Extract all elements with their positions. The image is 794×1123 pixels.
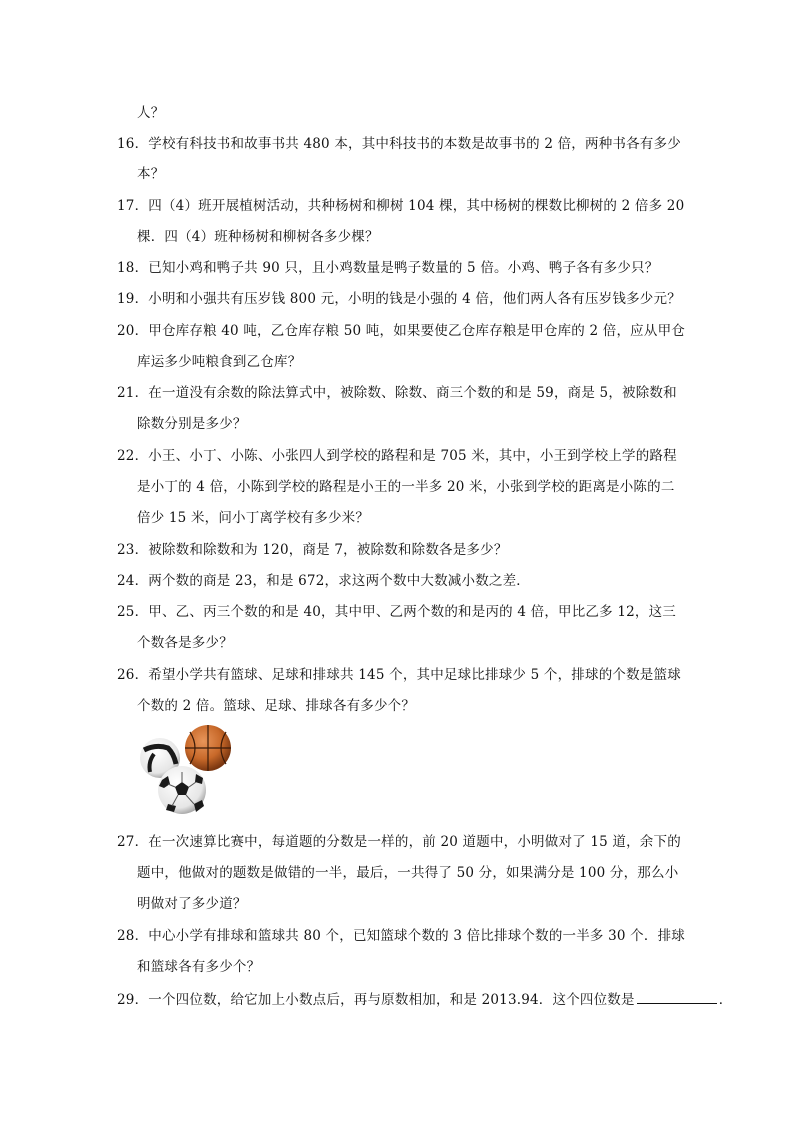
problem-21-line-2: 除数分别是多少？ [137, 416, 247, 432]
problem-23-line-1 [117, 541, 508, 559]
problem-number: 19． [117, 291, 149, 307]
problem-28-line-2: 和篮球各有多少个？ [137, 959, 261, 975]
problem-22-line-3: 倍少 15 米，问小丁离学校有多少米？ [137, 510, 370, 526]
answer-blank[interactable] [637, 989, 717, 1004]
soccer-ball [158, 766, 206, 814]
problem-29-line-1 [117, 989, 732, 1009]
problem-22-line-2: 是小丁的 4 倍，小陈到学校的路程是小王的一半多 20 米，小张到学校的距离是小陈的二 [137, 479, 675, 495]
basketball-ball [185, 725, 231, 771]
sports-balls-illustration [138, 724, 238, 818]
problem-text: 被除数和除数和为 120，商是 7，被除数和除数各是多少？ [148, 542, 508, 558]
problem-number: 27． [117, 834, 149, 850]
problem-19-line-1 [117, 290, 681, 308]
problem-26-line-2: 个数的 2 倍。篮球、足球、排球各有多少个？ [137, 698, 416, 714]
problem-text: 中心小学有排球和篮球共 80 个，已知篮球个数的 3 倍比排球个数的一半多 30 个．排球 [148, 928, 685, 944]
problem-27-line-2: 题中，他做对的题数是做错的一半，最后，一共得了 50 分，如果满分是 100 分，那么小 [137, 865, 679, 881]
problem-27-line-1 [117, 833, 681, 851]
problem-number: 28． [117, 928, 149, 944]
problem-26-line-1 [117, 666, 681, 684]
problem-20-line-1 [117, 322, 685, 340]
problem-number: 22． [117, 448, 149, 464]
problem-number: 18． [117, 260, 149, 276]
problem-text: 学校有科技书和故事书共 480 本，其中科技书的本数是故事书的 2 倍，两种书各有多少 [148, 136, 681, 152]
problem-number: 26． [117, 667, 149, 683]
problem-text: 四（4）班开展植树活动，共种杨树和柳树 104 棵，其中杨树的棵数比柳树的 2 倍多 20 [148, 198, 685, 214]
problem-22-line-1 [117, 447, 677, 465]
problem-25-line-1 [117, 603, 676, 621]
problem-text: 小明和小强共有压岁钱 800 元，小明的钱是小强的 4 倍，他们两人各有压岁钱多少元？ [148, 291, 681, 307]
problem-text: 在一次速算比赛中，每道题的分数是一样的，前 20 道题中，小明做对了 15 道，余下的 [148, 834, 681, 850]
problem-text: 甲仓库存粮 40 吨，乙仓库存粮 50 吨，如果要使乙仓库存粮是甲仓库的 2 倍，应从甲仓 [148, 323, 685, 339]
problem-18-line-1 [117, 259, 658, 277]
problem-text: 希望小学共有篮球、足球和排球共 145 个，其中足球比排球少 5 个，排球的个数是篮球 [148, 667, 681, 683]
problem-text: 在一道没有余数的除法算式中，被除数、除数、商三个数的和是 59，商是 5，被除数和 [148, 385, 677, 401]
problem-text: 甲、乙、丙三个数的和是 40，其中甲、乙两个数的和是丙的 4 倍，甲比乙多 12，这三 [148, 604, 676, 620]
problem-number: 25． [117, 604, 149, 620]
problem-20-line-2: 库运多少吨粮食到乙仓库？ [137, 354, 302, 370]
problem-28-line-1 [117, 927, 685, 945]
problem-number: 24． [117, 573, 149, 589]
problem-17-line-2: 棵．四（4）班种杨树和柳树各多少棵？ [137, 229, 379, 245]
problem-number: 23． [117, 542, 149, 558]
problem-24-line-1 [117, 572, 530, 590]
problem-text: 一个四位数，给它加上小数点后，再与原数相加，和是 2013.94．这个四位数是 [148, 992, 635, 1008]
problem-number: 20． [117, 323, 149, 339]
problem-number: 16． [117, 136, 149, 152]
problem-27-line-3: 明做对了多少道？ [137, 896, 247, 912]
problem-text: 两个数的商是 23，和是 672，求这两个数中大数减小数之差． [148, 573, 531, 589]
problem-17-line-1 [117, 197, 684, 215]
problem-16-line-1 [117, 135, 681, 153]
problem-21-line-1 [117, 384, 677, 402]
problem-25-line-2: 个数各是多少？ [137, 635, 233, 651]
problem-text: 小王、小丁、小陈、小张四人到学校的路程和是 705 米，其中，小王到学校上学的路程 [148, 448, 677, 464]
problem-15-tail: 人？ [137, 105, 165, 121]
problem-number: 17． [117, 198, 149, 214]
problem-number: 21． [117, 385, 149, 401]
problem-number: 29． [117, 992, 149, 1008]
problem-16-line-2: 本？ [137, 166, 165, 182]
problem-text: 已知小鸡和鸭子共 90 只，且小鸡数量是鸭子数量的 5 倍。小鸡、鸭子各有多少只？ [148, 260, 659, 276]
problem-end-mark: ． [718, 992, 733, 1008]
